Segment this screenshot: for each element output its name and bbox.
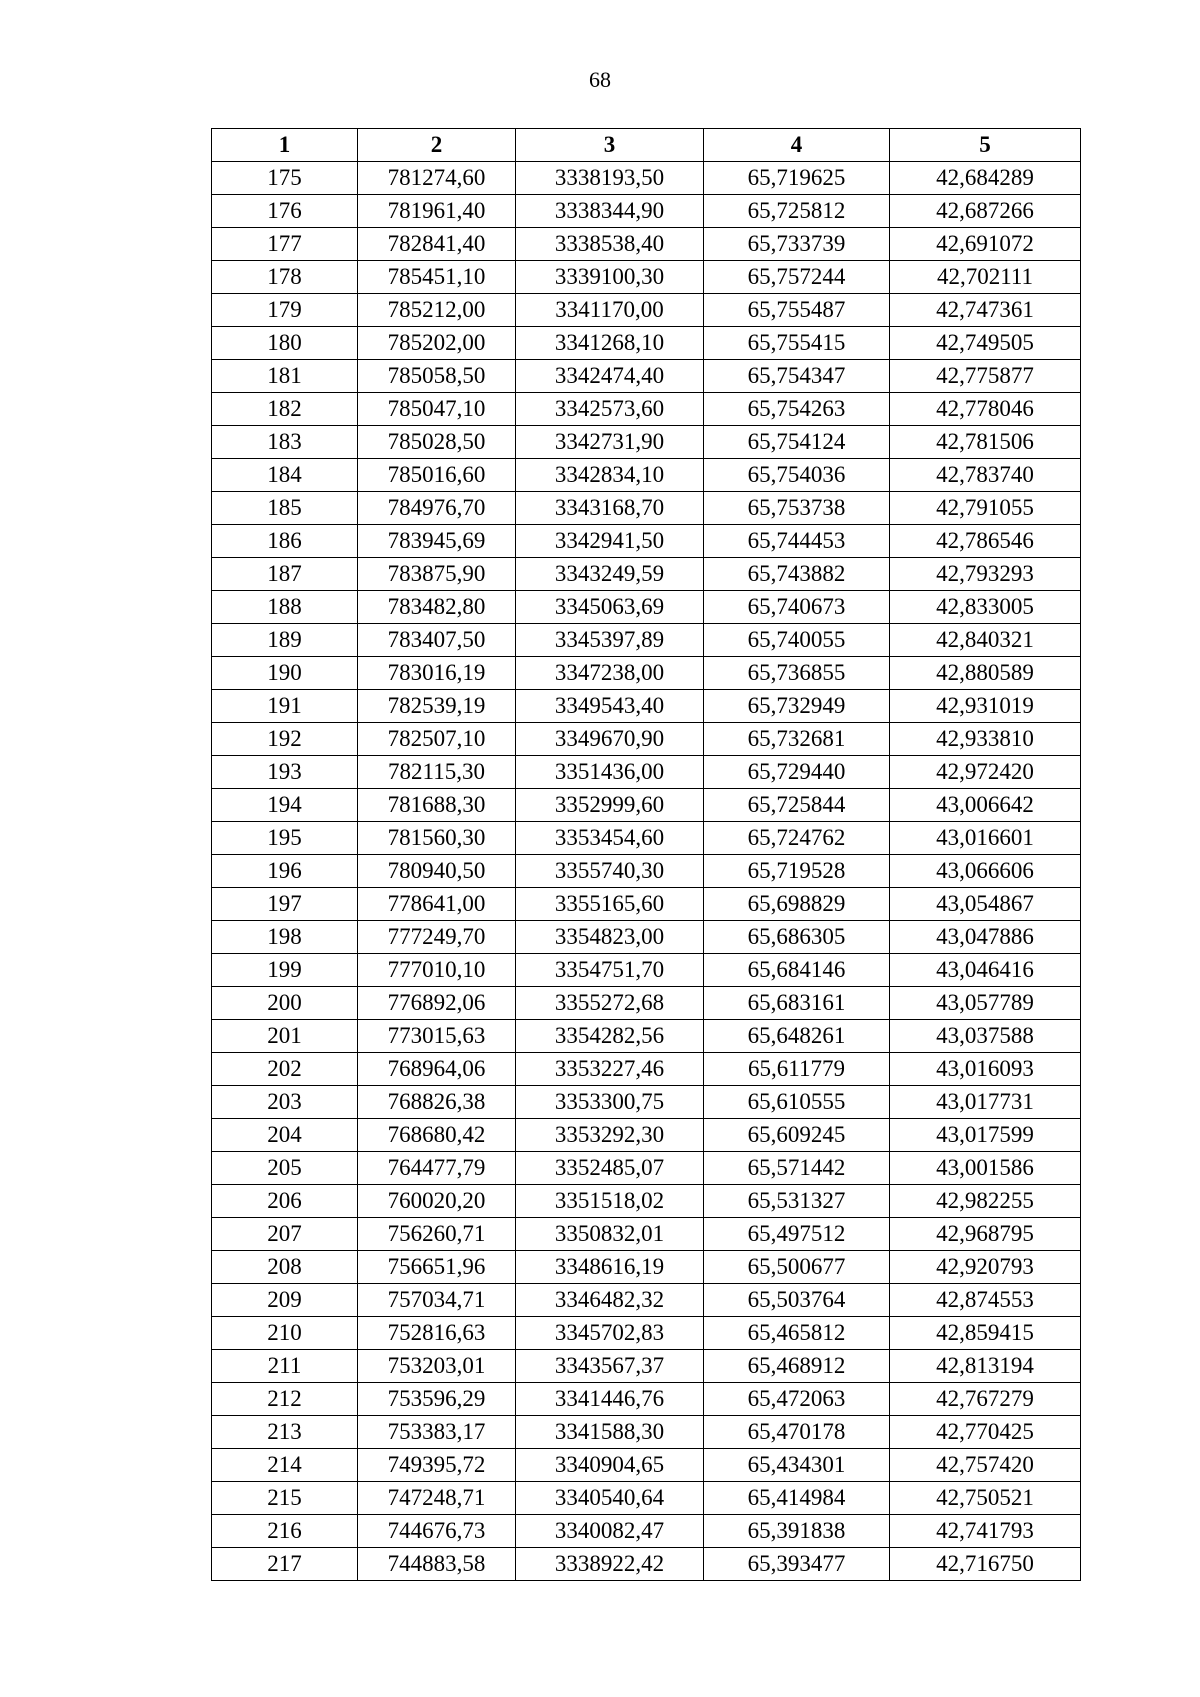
table-cell: 42,781506 [890, 426, 1081, 459]
column-header: 2 [358, 129, 516, 162]
table-cell: 3341446,76 [516, 1383, 704, 1416]
table-cell: 65,611779 [704, 1053, 890, 1086]
table-cell: 3349543,40 [516, 690, 704, 723]
table-cell: 65,729440 [704, 756, 890, 789]
table-cell: 42,972420 [890, 756, 1081, 789]
table-row [212, 855, 1081, 888]
table-cell: 778641,00 [358, 888, 516, 921]
table-cell: 42,770425 [890, 1416, 1081, 1449]
table-cell: 43,054867 [890, 888, 1081, 921]
table-cell: 42,859415 [890, 1317, 1081, 1350]
table-cell: 210 [212, 1317, 358, 1350]
table-cell: 180 [212, 327, 358, 360]
table-cell: 65,684146 [704, 954, 890, 987]
table-cell: 42,793293 [890, 558, 1081, 591]
table-cell: 3339100,30 [516, 261, 704, 294]
table-cell: 216 [212, 1515, 358, 1548]
table-cell: 211 [212, 1350, 358, 1383]
table-cell: 783875,90 [358, 558, 516, 591]
table-cell: 3338193,50 [516, 162, 704, 195]
table-cell: 780940,50 [358, 855, 516, 888]
table-cell: 783945,69 [358, 525, 516, 558]
table-cell: 3341268,10 [516, 327, 704, 360]
table-cell: 43,017731 [890, 1086, 1081, 1119]
table-cell: 184 [212, 459, 358, 492]
table-cell: 65,571442 [704, 1152, 890, 1185]
table-row [212, 723, 1081, 756]
column-header: 1 [212, 129, 358, 162]
table-cell: 785202,00 [358, 327, 516, 360]
table-cell: 3354823,00 [516, 921, 704, 954]
table-row [212, 657, 1081, 690]
table-row [212, 1383, 1081, 1416]
table-cell: 3352999,60 [516, 789, 704, 822]
table-cell: 65,733739 [704, 228, 890, 261]
table-cell: 65,497512 [704, 1218, 890, 1251]
table-cell: 65,393477 [704, 1548, 890, 1581]
table-cell: 65,609245 [704, 1119, 890, 1152]
table-cell: 3354751,70 [516, 954, 704, 987]
table-cell: 3351436,00 [516, 756, 704, 789]
table-cell: 764477,79 [358, 1152, 516, 1185]
table-cell: 214 [212, 1449, 358, 1482]
table-cell: 207 [212, 1218, 358, 1251]
table-cell: 782841,40 [358, 228, 516, 261]
table-cell: 42,702111 [890, 261, 1081, 294]
table-cell: 42,840321 [890, 624, 1081, 657]
table-cell: 65,610555 [704, 1086, 890, 1119]
table-cell: 785028,50 [358, 426, 516, 459]
table-cell: 179 [212, 294, 358, 327]
table-cell: 65,732681 [704, 723, 890, 756]
table-cell: 3355740,30 [516, 855, 704, 888]
table-cell: 760020,20 [358, 1185, 516, 1218]
table-cell: 200 [212, 987, 358, 1020]
table-cell: 42,783740 [890, 459, 1081, 492]
page-number: 68 [589, 67, 611, 92]
table-cell: 42,775877 [890, 360, 1081, 393]
table-cell: 781688,30 [358, 789, 516, 822]
table-cell: 768826,38 [358, 1086, 516, 1119]
table-cell: 65,500677 [704, 1251, 890, 1284]
table-cell: 752816,63 [358, 1317, 516, 1350]
table-cell: 196 [212, 855, 358, 888]
table-cell: 65,754124 [704, 426, 890, 459]
table-cell: 65,755487 [704, 294, 890, 327]
table-cell: 198 [212, 921, 358, 954]
coordinates-table-container [211, 128, 1080, 1581]
table-cell: 199 [212, 954, 358, 987]
table-cell: 42,982255 [890, 1185, 1081, 1218]
table-cell: 190 [212, 657, 358, 690]
table-cell: 213 [212, 1416, 358, 1449]
table-cell: 785047,10 [358, 393, 516, 426]
table-body [212, 162, 1081, 1581]
table-cell: 3345702,83 [516, 1317, 704, 1350]
table-cell: 782115,30 [358, 756, 516, 789]
column-header: 3 [516, 129, 704, 162]
table-row [212, 1152, 1081, 1185]
table-row [212, 195, 1081, 228]
table-cell: 182 [212, 393, 358, 426]
table-cell: 3341170,00 [516, 294, 704, 327]
table-header-row [212, 129, 1081, 162]
table-cell: 212 [212, 1383, 358, 1416]
table-cell: 3340540,64 [516, 1482, 704, 1515]
table-cell: 65,472063 [704, 1383, 890, 1416]
table-cell: 193 [212, 756, 358, 789]
table-cell: 65,434301 [704, 1449, 890, 1482]
table-cell: 192 [212, 723, 358, 756]
table-cell: 768680,42 [358, 1119, 516, 1152]
table-row [212, 1251, 1081, 1284]
table-cell: 3353454,60 [516, 822, 704, 855]
table-cell: 753203,01 [358, 1350, 516, 1383]
table-cell: 217 [212, 1548, 358, 1581]
table-cell: 747248,71 [358, 1482, 516, 1515]
table-cell: 42,880589 [890, 657, 1081, 690]
table-cell: 3343249,59 [516, 558, 704, 591]
table-cell: 42,741793 [890, 1515, 1081, 1548]
table-row [212, 921, 1081, 954]
table-cell: 3349670,90 [516, 723, 704, 756]
table-cell: 785451,10 [358, 261, 516, 294]
table-cell: 43,047886 [890, 921, 1081, 954]
table-cell: 3353227,46 [516, 1053, 704, 1086]
table-cell: 65,740673 [704, 591, 890, 624]
table-cell: 3338344,90 [516, 195, 704, 228]
table-cell: 65,414984 [704, 1482, 890, 1515]
table-cell: 65,698829 [704, 888, 890, 921]
table-cell: 749395,72 [358, 1449, 516, 1482]
table-cell: 206 [212, 1185, 358, 1218]
table-cell: 43,057789 [890, 987, 1081, 1020]
table-row [212, 1350, 1081, 1383]
table-cell: 3338922,42 [516, 1548, 704, 1581]
table-cell: 183 [212, 426, 358, 459]
table-cell: 65,503764 [704, 1284, 890, 1317]
table-cell: 43,001586 [890, 1152, 1081, 1185]
table-cell: 781961,40 [358, 195, 516, 228]
table-row [212, 1185, 1081, 1218]
table-cell: 3345063,69 [516, 591, 704, 624]
table-row [212, 393, 1081, 426]
table-cell: 3351518,02 [516, 1185, 704, 1218]
column-header: 4 [704, 129, 890, 162]
table-cell: 65,754036 [704, 459, 890, 492]
table-cell: 201 [212, 1020, 358, 1053]
table-cell: 194 [212, 789, 358, 822]
table-cell: 3354282,56 [516, 1020, 704, 1053]
table-cell: 65,755415 [704, 327, 890, 360]
table-cell: 189 [212, 624, 358, 657]
table-row [212, 1416, 1081, 1449]
table-cell: 3345397,89 [516, 624, 704, 657]
table-cell: 3343567,37 [516, 1350, 704, 1383]
table-cell: 204 [212, 1119, 358, 1152]
table-cell: 777249,70 [358, 921, 516, 954]
table-row [212, 987, 1081, 1020]
table-cell: 65,683161 [704, 987, 890, 1020]
table-cell: 42,749505 [890, 327, 1081, 360]
table-cell: 776892,06 [358, 987, 516, 1020]
table-cell: 65,719528 [704, 855, 890, 888]
table-cell: 782539,19 [358, 690, 516, 723]
table-cell: 65,724762 [704, 822, 890, 855]
table-cell: 785058,50 [358, 360, 516, 393]
table-row [212, 558, 1081, 591]
table-cell: 42,786546 [890, 525, 1081, 558]
table-cell: 43,037588 [890, 1020, 1081, 1053]
table-cell: 3353292,30 [516, 1119, 704, 1152]
table-cell: 203 [212, 1086, 358, 1119]
table-row [212, 162, 1081, 195]
table-cell: 3342474,40 [516, 360, 704, 393]
table-cell: 42,687266 [890, 195, 1081, 228]
table-row [212, 525, 1081, 558]
table-cell: 181 [212, 360, 358, 393]
table-row [212, 360, 1081, 393]
table-cell: 42,920793 [890, 1251, 1081, 1284]
table-cell: 3340082,47 [516, 1515, 704, 1548]
table-cell: 178 [212, 261, 358, 294]
table-cell: 43,006642 [890, 789, 1081, 822]
table-cell: 3341588,30 [516, 1416, 704, 1449]
table-row [212, 1548, 1081, 1581]
coordinates-table [211, 128, 1081, 1581]
table-cell: 215 [212, 1482, 358, 1515]
table-cell: 202 [212, 1053, 358, 1086]
table-cell: 65,470178 [704, 1416, 890, 1449]
table-row [212, 1482, 1081, 1515]
table-cell: 753383,17 [358, 1416, 516, 1449]
table-cell: 3342731,90 [516, 426, 704, 459]
table-cell: 187 [212, 558, 358, 591]
table-row [212, 1053, 1081, 1086]
table-cell: 3343168,70 [516, 492, 704, 525]
table-cell: 65,725812 [704, 195, 890, 228]
table-cell: 188 [212, 591, 358, 624]
table-cell: 176 [212, 195, 358, 228]
table-cell: 177 [212, 228, 358, 261]
table-cell: 783016,19 [358, 657, 516, 690]
table-cell: 42,767279 [890, 1383, 1081, 1416]
table-row [212, 888, 1081, 921]
table-cell: 773015,63 [358, 1020, 516, 1053]
table-row [212, 1317, 1081, 1350]
table-cell: 42,813194 [890, 1350, 1081, 1383]
table-row [212, 1218, 1081, 1251]
table-cell: 3342834,10 [516, 459, 704, 492]
table-cell: 191 [212, 690, 358, 723]
table-cell: 65,391838 [704, 1515, 890, 1548]
table-row [212, 327, 1081, 360]
table-cell: 783407,50 [358, 624, 516, 657]
table-row [212, 228, 1081, 261]
table-cell: 65,719625 [704, 162, 890, 195]
table-cell: 3348616,19 [516, 1251, 704, 1284]
table-row [212, 591, 1081, 624]
table-cell: 744883,58 [358, 1548, 516, 1581]
table-cell: 43,016093 [890, 1053, 1081, 1086]
table-row [212, 1086, 1081, 1119]
table-row [212, 1020, 1081, 1053]
table-cell: 65,648261 [704, 1020, 890, 1053]
table-row [212, 426, 1081, 459]
table-cell: 3340904,65 [516, 1449, 704, 1482]
table-cell: 42,968795 [890, 1218, 1081, 1251]
table-cell: 42,931019 [890, 690, 1081, 723]
table-cell: 65,531327 [704, 1185, 890, 1218]
table-row [212, 492, 1081, 525]
table-cell: 785016,60 [358, 459, 516, 492]
table-cell: 65,754347 [704, 360, 890, 393]
table-cell: 3347238,00 [516, 657, 704, 690]
table-cell: 185 [212, 492, 358, 525]
table-cell: 42,791055 [890, 492, 1081, 525]
table-cell: 65,465812 [704, 1317, 890, 1350]
table-cell: 753596,29 [358, 1383, 516, 1416]
table-row [212, 690, 1081, 723]
table-cell: 186 [212, 525, 358, 558]
table-cell: 3355165,60 [516, 888, 704, 921]
table-row [212, 624, 1081, 657]
column-header: 5 [890, 129, 1081, 162]
table-cell: 65,743882 [704, 558, 890, 591]
table-cell: 3342573,60 [516, 393, 704, 426]
table-cell: 65,744453 [704, 525, 890, 558]
table-cell: 768964,06 [358, 1053, 516, 1086]
table-cell: 43,016601 [890, 822, 1081, 855]
table-cell: 42,716750 [890, 1548, 1081, 1581]
table-cell: 777010,10 [358, 954, 516, 987]
table-row [212, 459, 1081, 492]
table-cell: 42,684289 [890, 162, 1081, 195]
table-row [212, 1284, 1081, 1317]
table-cell: 65,732949 [704, 690, 890, 723]
table-cell: 785212,00 [358, 294, 516, 327]
table-cell: 65,754263 [704, 393, 890, 426]
table-cell: 3338538,40 [516, 228, 704, 261]
table-cell: 65,468912 [704, 1350, 890, 1383]
table-cell: 197 [212, 888, 358, 921]
table-cell: 782507,10 [358, 723, 516, 756]
table-cell: 744676,73 [358, 1515, 516, 1548]
table-cell: 65,757244 [704, 261, 890, 294]
table-cell: 42,757420 [890, 1449, 1081, 1482]
table-row [212, 1449, 1081, 1482]
table-cell: 3352485,07 [516, 1152, 704, 1185]
table-cell: 3353300,75 [516, 1086, 704, 1119]
table-cell: 42,747361 [890, 294, 1081, 327]
table-row [212, 261, 1081, 294]
table-row [212, 789, 1081, 822]
table-cell: 65,725844 [704, 789, 890, 822]
table-cell: 42,750521 [890, 1482, 1081, 1515]
table-cell: 781274,60 [358, 162, 516, 195]
table-cell: 175 [212, 162, 358, 195]
table-cell: 209 [212, 1284, 358, 1317]
table-row [212, 756, 1081, 789]
table-cell: 205 [212, 1152, 358, 1185]
table-cell: 43,066606 [890, 855, 1081, 888]
table-cell: 3355272,68 [516, 987, 704, 1020]
table-cell: 757034,71 [358, 1284, 516, 1317]
table-cell: 756260,71 [358, 1218, 516, 1251]
table-cell: 65,686305 [704, 921, 890, 954]
table-cell: 756651,96 [358, 1251, 516, 1284]
table-row [212, 294, 1081, 327]
table-cell: 65,740055 [704, 624, 890, 657]
table-row [212, 822, 1081, 855]
table-cell: 65,736855 [704, 657, 890, 690]
table-cell: 65,753738 [704, 492, 890, 525]
table-row [212, 954, 1081, 987]
table-row [212, 1515, 1081, 1548]
table-row [212, 1119, 1081, 1152]
table-cell: 3350832,01 [516, 1218, 704, 1251]
table-cell: 42,874553 [890, 1284, 1081, 1317]
table-cell: 42,833005 [890, 591, 1081, 624]
table-cell: 3342941,50 [516, 525, 704, 558]
table-cell: 43,046416 [890, 954, 1081, 987]
table-cell: 783482,80 [358, 591, 516, 624]
table-cell: 195 [212, 822, 358, 855]
table-cell: 42,778046 [890, 393, 1081, 426]
table-cell: 42,691072 [890, 228, 1081, 261]
table-cell: 781560,30 [358, 822, 516, 855]
table-cell: 784976,70 [358, 492, 516, 525]
table-cell: 42,933810 [890, 723, 1081, 756]
table-cell: 3346482,32 [516, 1284, 704, 1317]
table-cell: 208 [212, 1251, 358, 1284]
table-cell: 43,017599 [890, 1119, 1081, 1152]
